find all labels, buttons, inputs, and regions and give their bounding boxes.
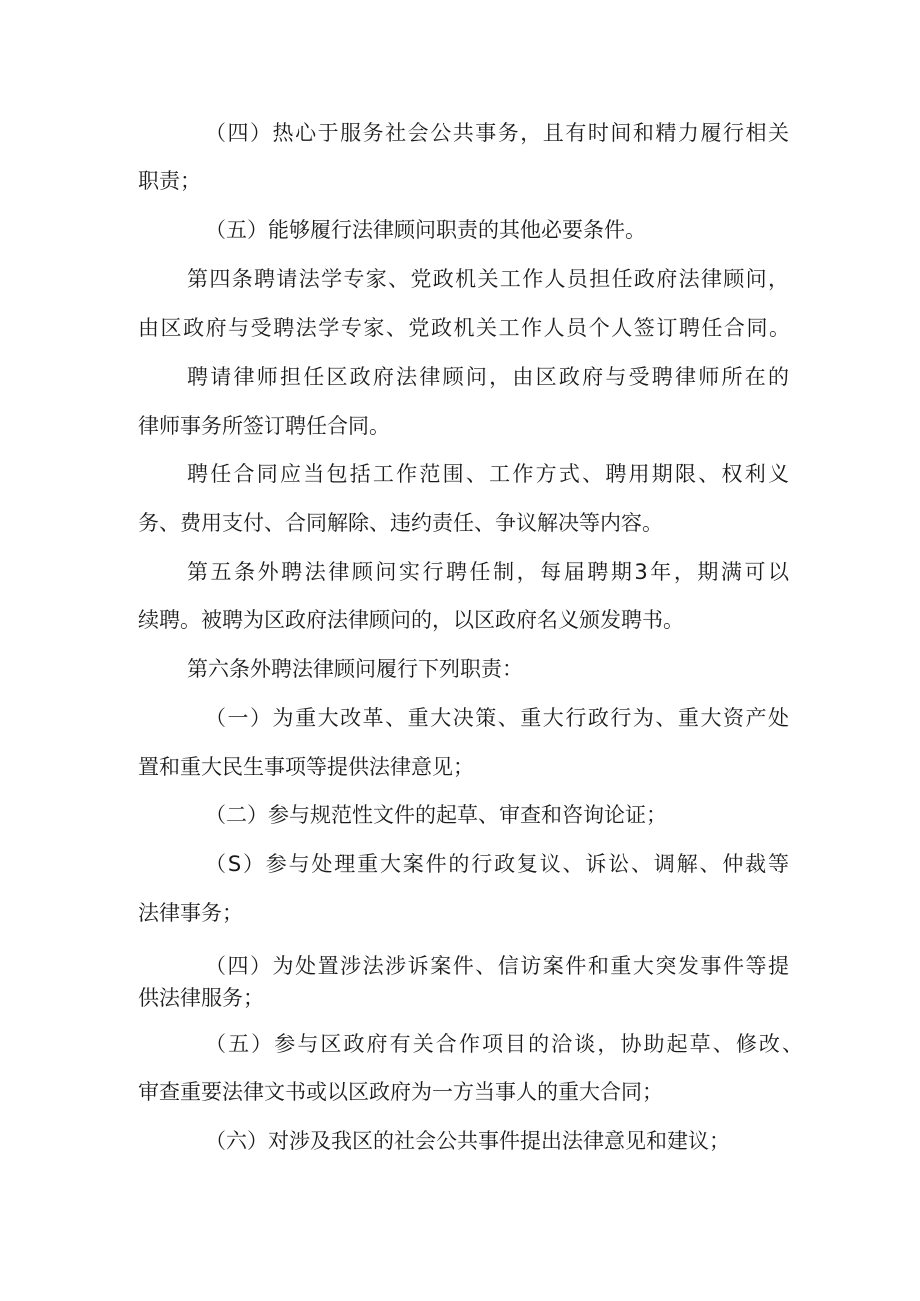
text-line-20: （五）参与区政府有关合作项目的洽谈，协助起草、修改、 [205,1032,806,1056]
text-line-11: 续聘。被聘为区政府法律顾问的，以区政府名义颁发聘书。 [138,608,684,632]
text-line-21: 审查重要法律文书或以区政府为一方当事人的重大合同； [138,1080,663,1104]
text-line-17: 法律事务； [138,901,243,925]
text-line-1: （四）热心于服务社会公共事务，且有时间和精力履行相关 [205,121,791,145]
text-line-4: 第四条聘请法学专家、党政机关工作人员担任政府法律顾问， [187,267,791,291]
text-line-19: 供法律服务； [138,986,264,1010]
text-line-6: 聘请律师担任区政府法律顾问，由区政府与受聘律师所在的 [187,365,792,389]
text-line-15: （二）参与规范性文件的起草、审查和咨询论证； [205,803,667,827]
text-line-2: 职责； [138,169,201,193]
text-line-8: 聘任合同应当包括工作范围、工作方式、聘用期限、权利义 [187,462,792,486]
text-line-9: 务、费用支付、合同解除、违约责任、争议解决等内容。 [138,511,663,535]
text-line-12: 第六条外聘法律顾问履行下列职责： [187,657,523,681]
text-line-14: 置和重大民生事项等提供法律意见； [138,755,474,779]
text-line-13: （一）为重大改革、重大决策、重大行政行为、重大资产处 [205,706,791,730]
text-line-22: （六）对涉及我区的社会公共事件提出法律意见和建议； [205,1129,730,1153]
text-line-5: 由区政府与受聘法学专家、党政机关工作人员个人签订聘任合同。 [138,316,792,340]
text-line-18: （四）为处置涉法涉诉案件、信访案件和重大突发事件等提 [205,954,791,978]
text-line-16: （S）参与处理重大案件的行政复议、诉讼、调解、仲裁等 [205,852,791,876]
text-line-10: 第五条外聘法律顾问实行聘任制，每届聘期3年，期满可以 [187,560,792,584]
text-line-7: 律师事务所签订聘任合同。 [138,414,390,438]
text-line-3: （五）能够履行法律顾问职责的其他必要条件。 [205,218,646,242]
